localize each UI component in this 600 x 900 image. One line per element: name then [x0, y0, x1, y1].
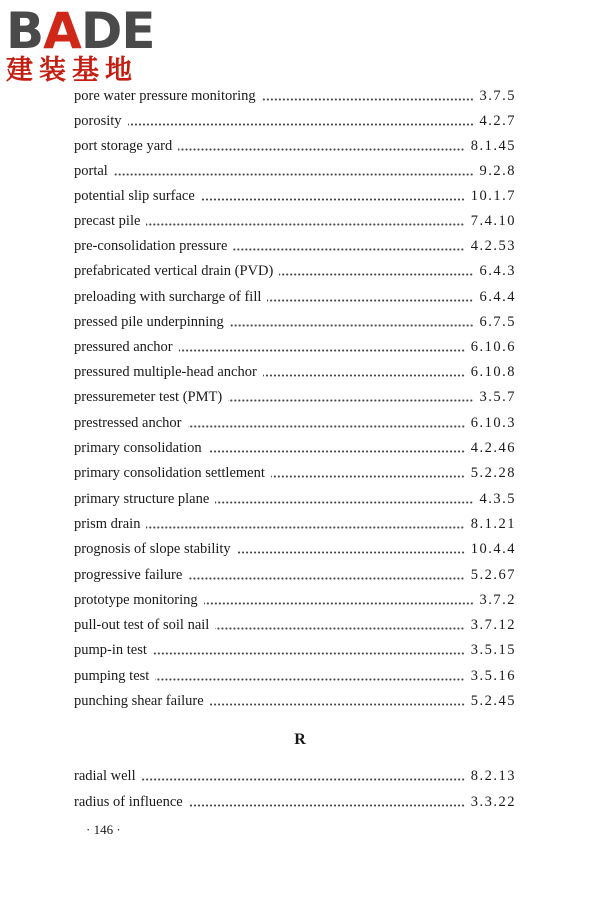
entry-reference: 3.7.2 — [479, 591, 516, 608]
dot-leader — [204, 602, 474, 605]
entry-reference: 6.4.3 — [479, 262, 516, 279]
index-entry — [74, 690, 516, 712]
dot-leader — [128, 123, 474, 126]
logo-chinese-text: 建装基地 — [6, 55, 138, 86]
entry-term: progressive failure — [74, 566, 183, 583]
entry-term: porosity — [74, 112, 122, 129]
index-entry — [74, 235, 516, 257]
dot-leader — [271, 475, 465, 478]
index-entry — [74, 110, 516, 132]
entry-reference: 10.1.7 — [470, 187, 516, 204]
entry-term: punching shear failure — [74, 692, 204, 709]
entry-reference: 5.2.45 — [470, 692, 516, 709]
entry-term: preloading with surcharge of fill — [74, 288, 262, 305]
dot-leader — [146, 526, 464, 529]
entry-term: pressured anchor — [74, 338, 173, 355]
entry-reference: 5.2.67 — [470, 566, 516, 583]
index-entry — [74, 311, 516, 333]
dot-leader — [237, 551, 465, 554]
dot-leader — [153, 652, 465, 655]
entry-reference: 10.4.4 — [470, 540, 516, 557]
index-entry — [74, 336, 516, 358]
dot-leader — [230, 324, 474, 327]
index-entry — [74, 564, 516, 586]
entry-reference: 3.5.16 — [470, 667, 516, 684]
entry-term: primary consolidation — [74, 439, 202, 456]
entry-term: pressuremeter test (PMT) — [74, 388, 223, 405]
logo-wordmark — [6, 4, 155, 58]
entry-reference: 4.2.53 — [470, 237, 516, 254]
entry-term: potential slip surface — [74, 187, 195, 204]
dot-leader — [233, 248, 464, 251]
index-entry — [74, 538, 516, 560]
entry-reference: 8.1.45 — [470, 137, 516, 154]
entry-term: pressed pile underpinning — [74, 313, 224, 330]
entry-reference: 6.4.4 — [479, 288, 516, 305]
entry-reference: 3.7.5 — [479, 87, 516, 104]
dot-leader — [114, 173, 474, 176]
entry-reference: 4.2.7 — [479, 112, 516, 129]
entry-term: precast pile — [74, 212, 141, 229]
index-entry — [74, 513, 516, 535]
entry-reference: 3.3.22 — [470, 793, 516, 810]
entry-reference: 4.2.46 — [470, 439, 516, 456]
entry-term: radial well — [74, 767, 136, 784]
entry-term: pumping test — [74, 667, 150, 684]
dot-leader — [155, 678, 464, 681]
index-entry — [74, 437, 516, 459]
index-entry — [74, 589, 516, 611]
logo-letters-de: DE — [80, 2, 155, 60]
dot-leader — [263, 374, 465, 377]
index-entry — [74, 260, 516, 282]
dot-leader — [267, 299, 473, 302]
dot-leader — [262, 98, 474, 101]
entry-term: prism drain — [74, 515, 141, 532]
entry-term: pore water pressure monitoring — [74, 87, 256, 104]
entry-term: port storage yard — [74, 137, 173, 154]
dot-leader — [188, 577, 464, 580]
entry-term: primary consolidation settlement — [74, 464, 265, 481]
entry-reference: 9.2.8 — [479, 162, 516, 179]
entry-reference: 6.7.5 — [479, 313, 516, 330]
logo-letter-b: B — [6, 2, 44, 60]
index-entry — [74, 412, 516, 434]
entry-reference: 5.2.28 — [470, 464, 516, 481]
entry-reference: 8.1.21 — [470, 515, 516, 532]
dot-leader — [142, 778, 465, 781]
dot-leader — [178, 148, 465, 151]
entry-term: prefabricated vertical drain (PVD) — [74, 262, 274, 279]
dot-leader — [179, 349, 465, 352]
index-entry — [74, 791, 516, 813]
dot-leader — [201, 198, 465, 201]
entry-reference: 8.2.13 — [470, 767, 516, 784]
entry-term: pull-out test of soil nail — [74, 616, 210, 633]
index-entry — [74, 665, 516, 687]
dot-leader — [215, 627, 464, 630]
index-entry — [74, 614, 516, 636]
dot-leader — [146, 223, 464, 226]
entry-term: radius of influence — [74, 793, 183, 810]
page-number: · 146 · — [86, 822, 121, 837]
entry-term: pre-consolidation pressure — [74, 237, 228, 254]
dot-leader — [210, 703, 465, 706]
entry-term: pressured multiple-head anchor — [74, 363, 257, 380]
entry-reference: 3.7.12 — [470, 616, 516, 633]
index-entry — [74, 135, 516, 157]
index-entry — [74, 361, 516, 383]
index-entry — [74, 185, 516, 207]
entry-reference: 7.4.10 — [470, 212, 516, 229]
dot-leader — [279, 273, 473, 276]
entry-reference: 3.5.7 — [479, 388, 516, 405]
dot-leader — [208, 450, 465, 453]
dot-leader — [215, 501, 473, 504]
index-entry — [74, 85, 516, 107]
dot-leader — [189, 804, 465, 807]
index-entry — [74, 210, 516, 232]
index-entry — [74, 160, 516, 182]
index-entry — [74, 286, 516, 308]
entry-reference: 4.3.5 — [479, 490, 516, 507]
entry-term: pump-in test — [74, 641, 147, 658]
dot-leader — [228, 399, 473, 402]
section-heading: R — [294, 731, 306, 748]
entry-reference: 6.10.3 — [470, 414, 516, 431]
entry-term: prestressed anchor — [74, 414, 182, 431]
index-entry — [74, 488, 516, 510]
entry-reference: 6.10.8 — [470, 363, 516, 380]
index-entry — [74, 386, 516, 408]
logo-letter-a: A — [43, 2, 81, 60]
entry-term: primary structure plane — [74, 490, 210, 507]
entry-reference: 6.10.6 — [470, 338, 516, 355]
index-entry — [74, 765, 516, 787]
index-entry — [74, 639, 516, 661]
index-entry — [74, 462, 516, 484]
entry-term: portal — [74, 162, 108, 179]
entry-term: prototype monitoring — [74, 591, 198, 608]
bade-logo — [6, 4, 155, 86]
entry-term: prognosis of slope stability — [74, 540, 231, 557]
entry-reference: 3.5.15 — [470, 641, 516, 658]
dot-leader — [188, 425, 465, 428]
